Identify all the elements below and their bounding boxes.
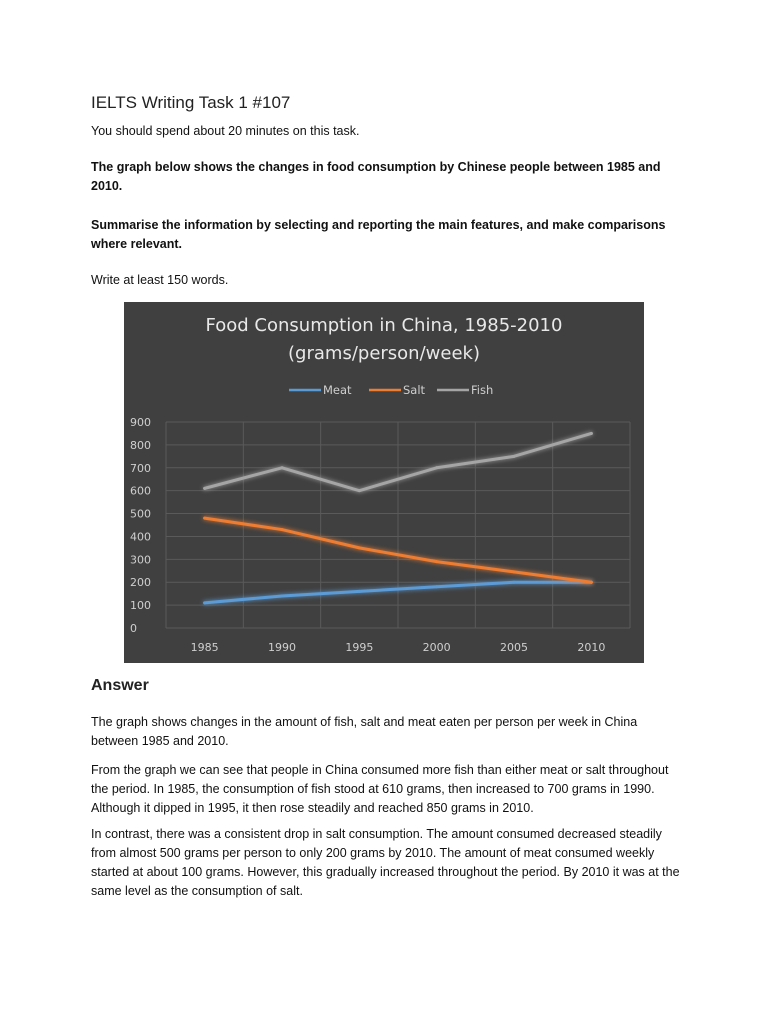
y-tick-label-900: 900 <box>130 416 151 429</box>
data-point-fish-1995 <box>358 489 361 492</box>
summarise-line: Summarise the information by selecting and reporting the main features, and make comparisons where relevant. <box>91 218 666 251</box>
data-point-meat-2005 <box>513 581 516 584</box>
data-point-salt-2000 <box>435 560 438 563</box>
x-tick-label-2005: 2005 <box>500 641 528 654</box>
y-tick-label-0: 0 <box>130 622 137 635</box>
answer-paragraph-1: The graph shows changes in the amount of fish, salt and meat eaten per person per week in China between 1985 and 2010. <box>91 715 638 748</box>
legend-label-fish: Fish <box>471 383 494 397</box>
chart-subtitle: (grams/person/week) <box>288 343 480 364</box>
x-tick-label-1985: 1985 <box>190 641 219 654</box>
y-tick-label-400: 400 <box>130 530 151 544</box>
answer-paragraph-3: In contrast, there was a consistent drop in salt consumption. The amount consumed decreased steadily from almost 500 grams per person to only 200 grams by 2010. The amount of meat consumed weekly started at about 100 grams. However, this gradually increased throughout the period. By 2010 it was at the same level as the consumption of salt. <box>91 827 680 898</box>
prompt-line: The graph below shows the changes in food consumption by Chinese people between 1985 and 2010. <box>91 160 661 193</box>
legend-item-salt <box>369 383 426 397</box>
answer-heading: Answer <box>91 677 149 694</box>
chart-grid <box>166 422 630 628</box>
y-tick-label-600: 600 <box>130 484 151 498</box>
data-point-fish-1990 <box>281 466 284 469</box>
chart-svg <box>124 302 644 663</box>
y-tick-label-100: 100 <box>130 599 151 613</box>
data-point-salt-1985 <box>203 517 206 520</box>
instruction-time: You should spend about 20 minutes on this task. <box>91 124 360 138</box>
legend-label-salt: Salt <box>403 383 426 397</box>
answer-paragraph-2: From the graph we can see that people in China consumed more fish than either meat or salt throughout the period. In 1985, the consumption of fish stood at 610 grams, then increased to 700 grams in 1990. Although it dipped in 1995, it then rose steadily and reached 850 grams in 2010. <box>91 763 669 815</box>
data-point-meat-1995 <box>358 590 361 593</box>
data-point-salt-1990 <box>281 528 284 531</box>
data-point-salt-2010 <box>590 581 593 584</box>
x-tick-label-2010: 2010 <box>577 641 606 654</box>
y-axis <box>130 416 151 635</box>
y-tick-label-200: 200 <box>130 576 151 590</box>
x-axis <box>191 641 606 654</box>
document-title: IELTS Writing Task 1 #107 <box>91 93 291 112</box>
data-point-fish-2000 <box>435 466 438 469</box>
x-tick-label-2000: 2000 <box>422 641 451 654</box>
legend-label-meat: Meat <box>323 383 352 397</box>
y-tick-label-800: 800 <box>130 438 151 452</box>
data-point-salt-2005 <box>513 570 516 573</box>
chart-legend <box>289 383 493 397</box>
food-consumption-chart <box>124 302 644 663</box>
data-point-salt-1995 <box>358 546 361 549</box>
x-tick-label-1990: 1990 <box>268 641 296 654</box>
x-tick-label-1995: 1995 <box>345 641 374 654</box>
y-tick-label-700: 700 <box>130 461 151 475</box>
data-point-fish-2010 <box>590 432 593 435</box>
data-point-meat-2000 <box>435 585 438 588</box>
data-point-meat-1990 <box>281 594 284 597</box>
chart-title: Food Consumption in China, 1985-2010 <box>205 315 563 336</box>
data-point-fish-1985 <box>203 487 206 490</box>
y-tick-label-300: 300 <box>130 553 151 567</box>
legend-item-meat <box>289 383 352 397</box>
data-point-fish-2005 <box>513 455 516 458</box>
word-count-instruction: Write at least 150 words. <box>91 273 229 287</box>
y-tick-label-500: 500 <box>130 507 151 521</box>
legend-item-fish <box>437 383 493 397</box>
data-point-meat-1985 <box>203 601 206 604</box>
